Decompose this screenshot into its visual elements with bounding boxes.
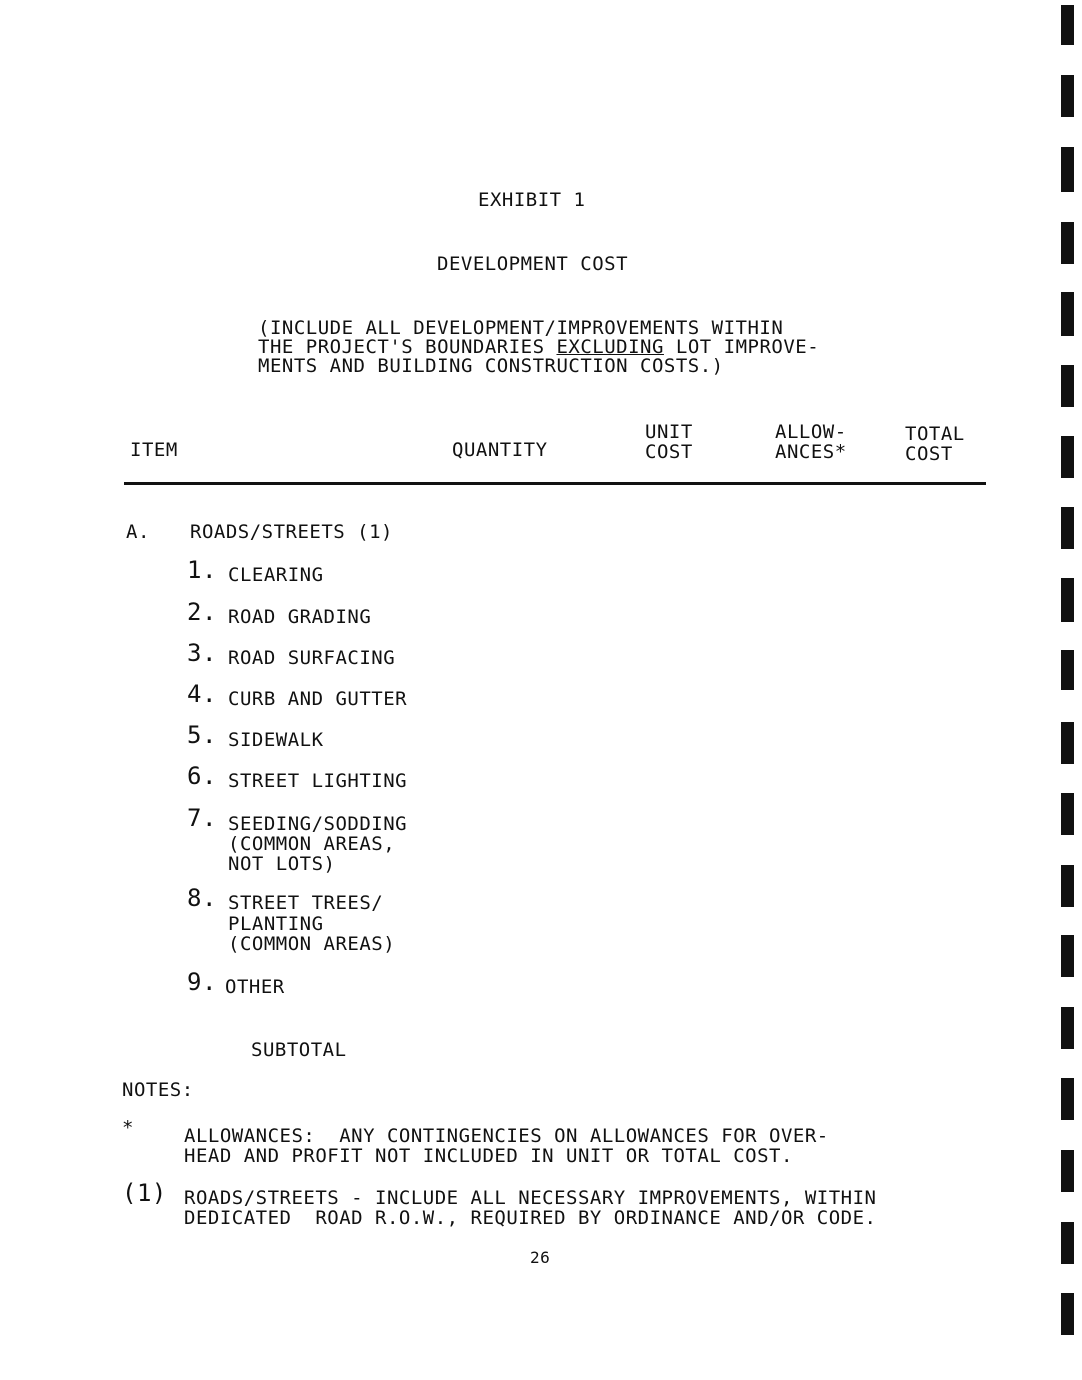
instructions-line-2-end: LOT IMPROVE- [663,336,820,358]
note-roads-line-1: ROADS/STREETS - INCLUDE ALL NECESSARY IMPROVEMENTS, WITHIN [184,1187,877,1209]
notes-heading: NOTES: [122,1079,194,1101]
binding-mark [1061,722,1074,764]
item-number: 3. [187,639,217,667]
item-label: ROAD SURFACING [228,647,396,669]
binding-mark [1061,292,1074,336]
binding-mark [1061,935,1074,977]
item-number: 2. [187,598,217,626]
column-header-unit-line-1: UNIT [645,421,693,443]
column-header-unit-line-2: COST [645,441,693,463]
item-label-continued: (COMMON AREAS) [228,933,396,955]
page-number: 26 [530,1248,551,1267]
header-rule [124,482,986,485]
item-label: SEEDING/SODDING [228,813,408,835]
note-roads-line-2: DEDICATED ROAD R.O.W., REQUIRED BY ORDINANCE AND/OR CODE. [184,1207,877,1229]
instructions-line-2 [258,337,819,357]
note-marker-asterisk: * [122,1117,134,1139]
binding-mark [1061,1078,1074,1120]
column-header-total-line-2: COST [905,443,953,465]
binding-mark [1061,1150,1074,1192]
item-label: OTHER [225,976,285,998]
item-number: 6. [187,762,217,790]
binding-mark [1061,365,1074,407]
item-label: ROAD GRADING [228,606,372,628]
item-label-continued: PLANTING [228,913,324,935]
item-number: 1. [187,556,217,584]
note-marker-one: (1) [122,1179,167,1207]
item-label: CURB AND GUTTER [228,688,408,710]
section-letter: A. [126,521,150,543]
document-subtitle: DEVELOPMENT COST [437,253,629,275]
instructions-line-1: (INCLUDE ALL DEVELOPMENT/IMPROVEMENTS WITHIN [258,317,784,339]
item-label-continued: NOT LOTS) [228,853,336,875]
item-label: STREET LIGHTING [228,770,408,792]
binding-mark [1061,1222,1074,1264]
item-number: 8. [187,884,217,912]
item-number: 7. [187,804,217,832]
exhibit-title: EXHIBIT 1 [478,189,586,211]
column-header-allowances-line-2: ANCES* [775,441,847,463]
item-label: SIDEWALK [228,729,324,751]
note-allowances-line-2: HEAD AND PROFIT NOT INCLUDED IN UNIT OR TOTAL COST. [184,1145,793,1167]
binding-mark [1061,75,1074,117]
note-allowances-line-1: ALLOWANCES: ANY CONTINGENCIES ON ALLOWANCES FOR OVER- [184,1125,829,1147]
binding-mark [1061,507,1074,549]
item-number: 9. [187,968,217,996]
binding-mark [1061,436,1074,478]
item-label: CLEARING [228,564,324,586]
column-header-quantity: QUANTITY [452,439,548,461]
instructions-underlined-word: EXCLUDING [556,336,664,358]
binding-mark [1061,1007,1074,1049]
instructions-line-3: MENTS AND BUILDING CONSTRUCTION COSTS.) [258,355,724,377]
binding-mark [1061,865,1074,907]
binding-mark [1061,578,1074,622]
binding-mark [1061,1293,1074,1335]
column-header-item: ITEM [130,439,178,461]
column-header-total-line-1: TOTAL [905,423,965,445]
instructions-line-2-start: THE PROJECT'S BOUNDARIES [258,336,557,358]
binding-mark [1061,650,1074,690]
item-number: 5. [187,721,217,749]
section-label: ROADS/STREETS (1) [190,521,393,543]
column-header-allowances-line-1: ALLOW- [775,421,847,443]
subtotal-label: SUBTOTAL [251,1039,347,1061]
binding-mark [1061,5,1074,45]
binding-mark [1061,147,1074,192]
item-label-continued: (COMMON AREAS, [228,833,396,855]
item-number: 4. [187,680,217,708]
binding-mark [1061,222,1074,264]
binding-mark [1061,793,1074,835]
item-label: STREET TREES/ [228,892,384,914]
